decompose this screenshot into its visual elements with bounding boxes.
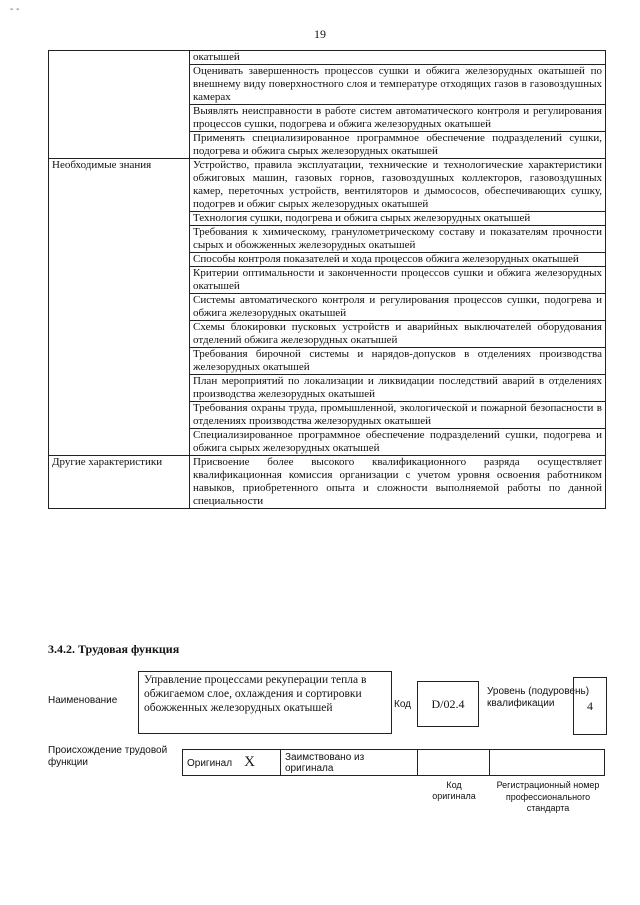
row-category-label [49,51,190,159]
table-cell: Выявлять неисправности в работе систем автоматического контроля и регулирования процессов сушки, подогрева и обжига железорудных окатышей [190,105,606,132]
table-cell: Специализированное программное обеспечение подразделений сушки, подогрева и обжига сырых железорудных окатышей [190,429,606,456]
table-cell: Требования к химическому, гранулометрическому составу и показателям прочности сырых и обожженных железорудных окатышей [190,226,606,253]
row-category-label: Необходимые знания [49,159,190,456]
table-cell: Требования бирочной системы и нарядов-допусков в отделениях производства железорудных окатышей [190,348,606,375]
table-cell: Схемы блокировки пусковых устройств и аварийных выключателей оборудования отделений обжига железорудных окатышей [190,321,606,348]
table-cell: окатышей [190,51,606,65]
function-code-box: D/02.4 [417,681,479,727]
origin-table [182,749,605,776]
qualification-level-box: 4 [573,677,607,735]
corner-mark: - - [10,4,20,15]
table-cell: Системы автоматического контроля и регулирования процессов сушки, подогрева и обжига железорудных окатышей [190,294,606,321]
row-category-label: Другие характеристики [49,456,190,509]
function-code-label: Код [394,699,412,710]
original-code-cell [418,750,490,776]
table-cell: План мероприятий по локализации и ликвидации последствий аварий в отделениях производства железорудных окатышей [190,375,606,402]
table-cell: Применять специализированное программное обеспечение подразделений сушки, подогрева и обжига сырых железорудных окатышей [190,132,606,159]
table-cell: Способы контроля показателей и хода процессов обжига железорудных окатышей [190,253,606,267]
original-label: Оригинал [187,758,233,769]
original-mark: X [244,754,255,770]
table-cell: Требования охраны труда, промышленной, экологической и пожарной безопасности в отделениях производства железорудных окатышей [190,402,606,429]
qualification-level-label: Уровень (подуровень) квалификации [487,686,590,709]
origin-original-cell [183,750,281,776]
table-cell: Критерии оптимальности и законченности процессов сушки и обжига железорудных окатышей [190,267,606,294]
table-cell: Устройство, правила эксплуатации, технические и технологические характеристики обжиговых машин, газовых горнов, газовоздушных коллекторов, газовоздушных камер, переточных устройств, вентиляторов и дымососов, обеспечивающих сушку, подогрев и обжиг сырых железорудных окатышей [190,159,606,212]
registration-number-caption: Регистрационный номер профессионального стандарта [496,780,600,813]
table-cell: Технология сушки, подогрева и обжига сырых железорудных окатышей [190,212,606,226]
origin-label: Происхождение трудовой функции [48,745,168,768]
table-row [49,159,606,212]
function-name-box: Управление процессами рекуперации тепла в обжигаемом слое, охлаждения и сортировки обожженных железорудных окатышей [138,671,392,734]
table-cell: Оценивать завершенность процессов сушки и обжига железорудных окатышей по внешнему виду поверхностного слоя и температуре отходящих газов в газовоздушных камерах [190,65,606,105]
competency-table [48,50,606,509]
function-name-label: Наименование [48,695,118,706]
table-row [49,456,606,509]
original-code-caption: Код оригинала [432,780,476,801]
section-heading: 3.4.2. Трудовая функция [48,642,180,656]
registration-number-cell [490,750,605,776]
table-row [49,51,606,65]
borrowed-label: Заимствовано из оригинала [281,750,418,776]
page-number: 19 [314,27,326,41]
table-cell: Присвоение более высокого квалификационного разряда осуществляет квалификационная комиссия организации с учетом уровня освоения работником навыков, приобретенного опыта и сложности выполняемой работы по данной специальности [190,456,606,509]
